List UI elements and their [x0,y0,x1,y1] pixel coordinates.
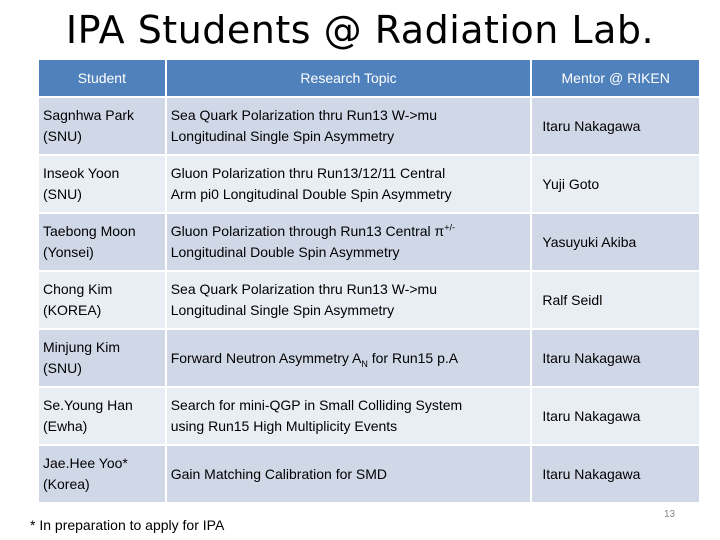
header-student: Student [39,60,165,96]
student-cell: Inseok Yoon (SNU) [39,156,165,212]
student-cell: Sagnhwa Park (SNU) [39,98,165,154]
topic-cell: Gluon Polarization through Run13 Central π+/- Longitudinal Double Spin Asymmetry [167,214,531,270]
table-row [39,98,699,154]
student-cell: Minjung Kim (SNU) [39,330,165,386]
header-research-topic: Research Topic [167,60,531,96]
topic-cell: Gain Matching Calibration for SMD [167,446,531,502]
table-row [39,330,699,386]
mentor-cell: Itaru Nakagawa [532,388,699,444]
table-header-row [39,60,699,96]
slide-title: IPA Students @ Radiation Lab. [65,8,655,52]
topic-cell: Search for mini-QGP in Small Colliding System using Run15 High Multiplicity Events [167,388,531,444]
page-number: 13 [664,509,676,520]
topic-cell: Sea Quark Polarization thru Run13 W->mu Longitudinal Single Spin Asymmetry [167,98,531,154]
pi-symbol: π [434,223,445,239]
table-row [39,214,699,270]
topic-cell: Forward Neutron Asymmetry $A_N$ for Run15 p.A [167,330,531,386]
topic-cell: Gluon Polarization thru Run13/12/11 Central Arm pi0 Longitudinal Double Spin Asymmetry [167,156,531,212]
student-cell: Taebong Moon (Yonsei) [39,214,165,270]
header-mentor: Mentor @ RIKEN [532,60,699,96]
students-table [37,58,701,504]
table-row [39,388,699,444]
topic-cell: Sea Quark Polarization thru Run13 W->mu Longitudinal Single Spin Asymmetry [167,272,531,328]
mentor-cell: Ralf Seidl [532,272,699,328]
mentor-cell: Itaru Nakagawa [532,330,699,386]
mentor-cell: Yasuyuki Akiba [532,214,699,270]
table-row [39,272,699,328]
mentor-cell: Itaru Nakagawa [532,98,699,154]
footnote: * In preparation to apply for IPA [30,517,225,533]
student-cell: Se.Young Han (Ewha) [39,388,165,444]
table-row [39,446,699,502]
student-cell: Chong Kim (KOREA) [39,272,165,328]
student-cell: Jae.Hee Yoo* (Korea) [39,446,165,502]
mentor-cell: Itaru Nakagawa [532,446,699,502]
table-row [39,156,699,212]
mentor-cell: Yuji Goto [532,156,699,212]
